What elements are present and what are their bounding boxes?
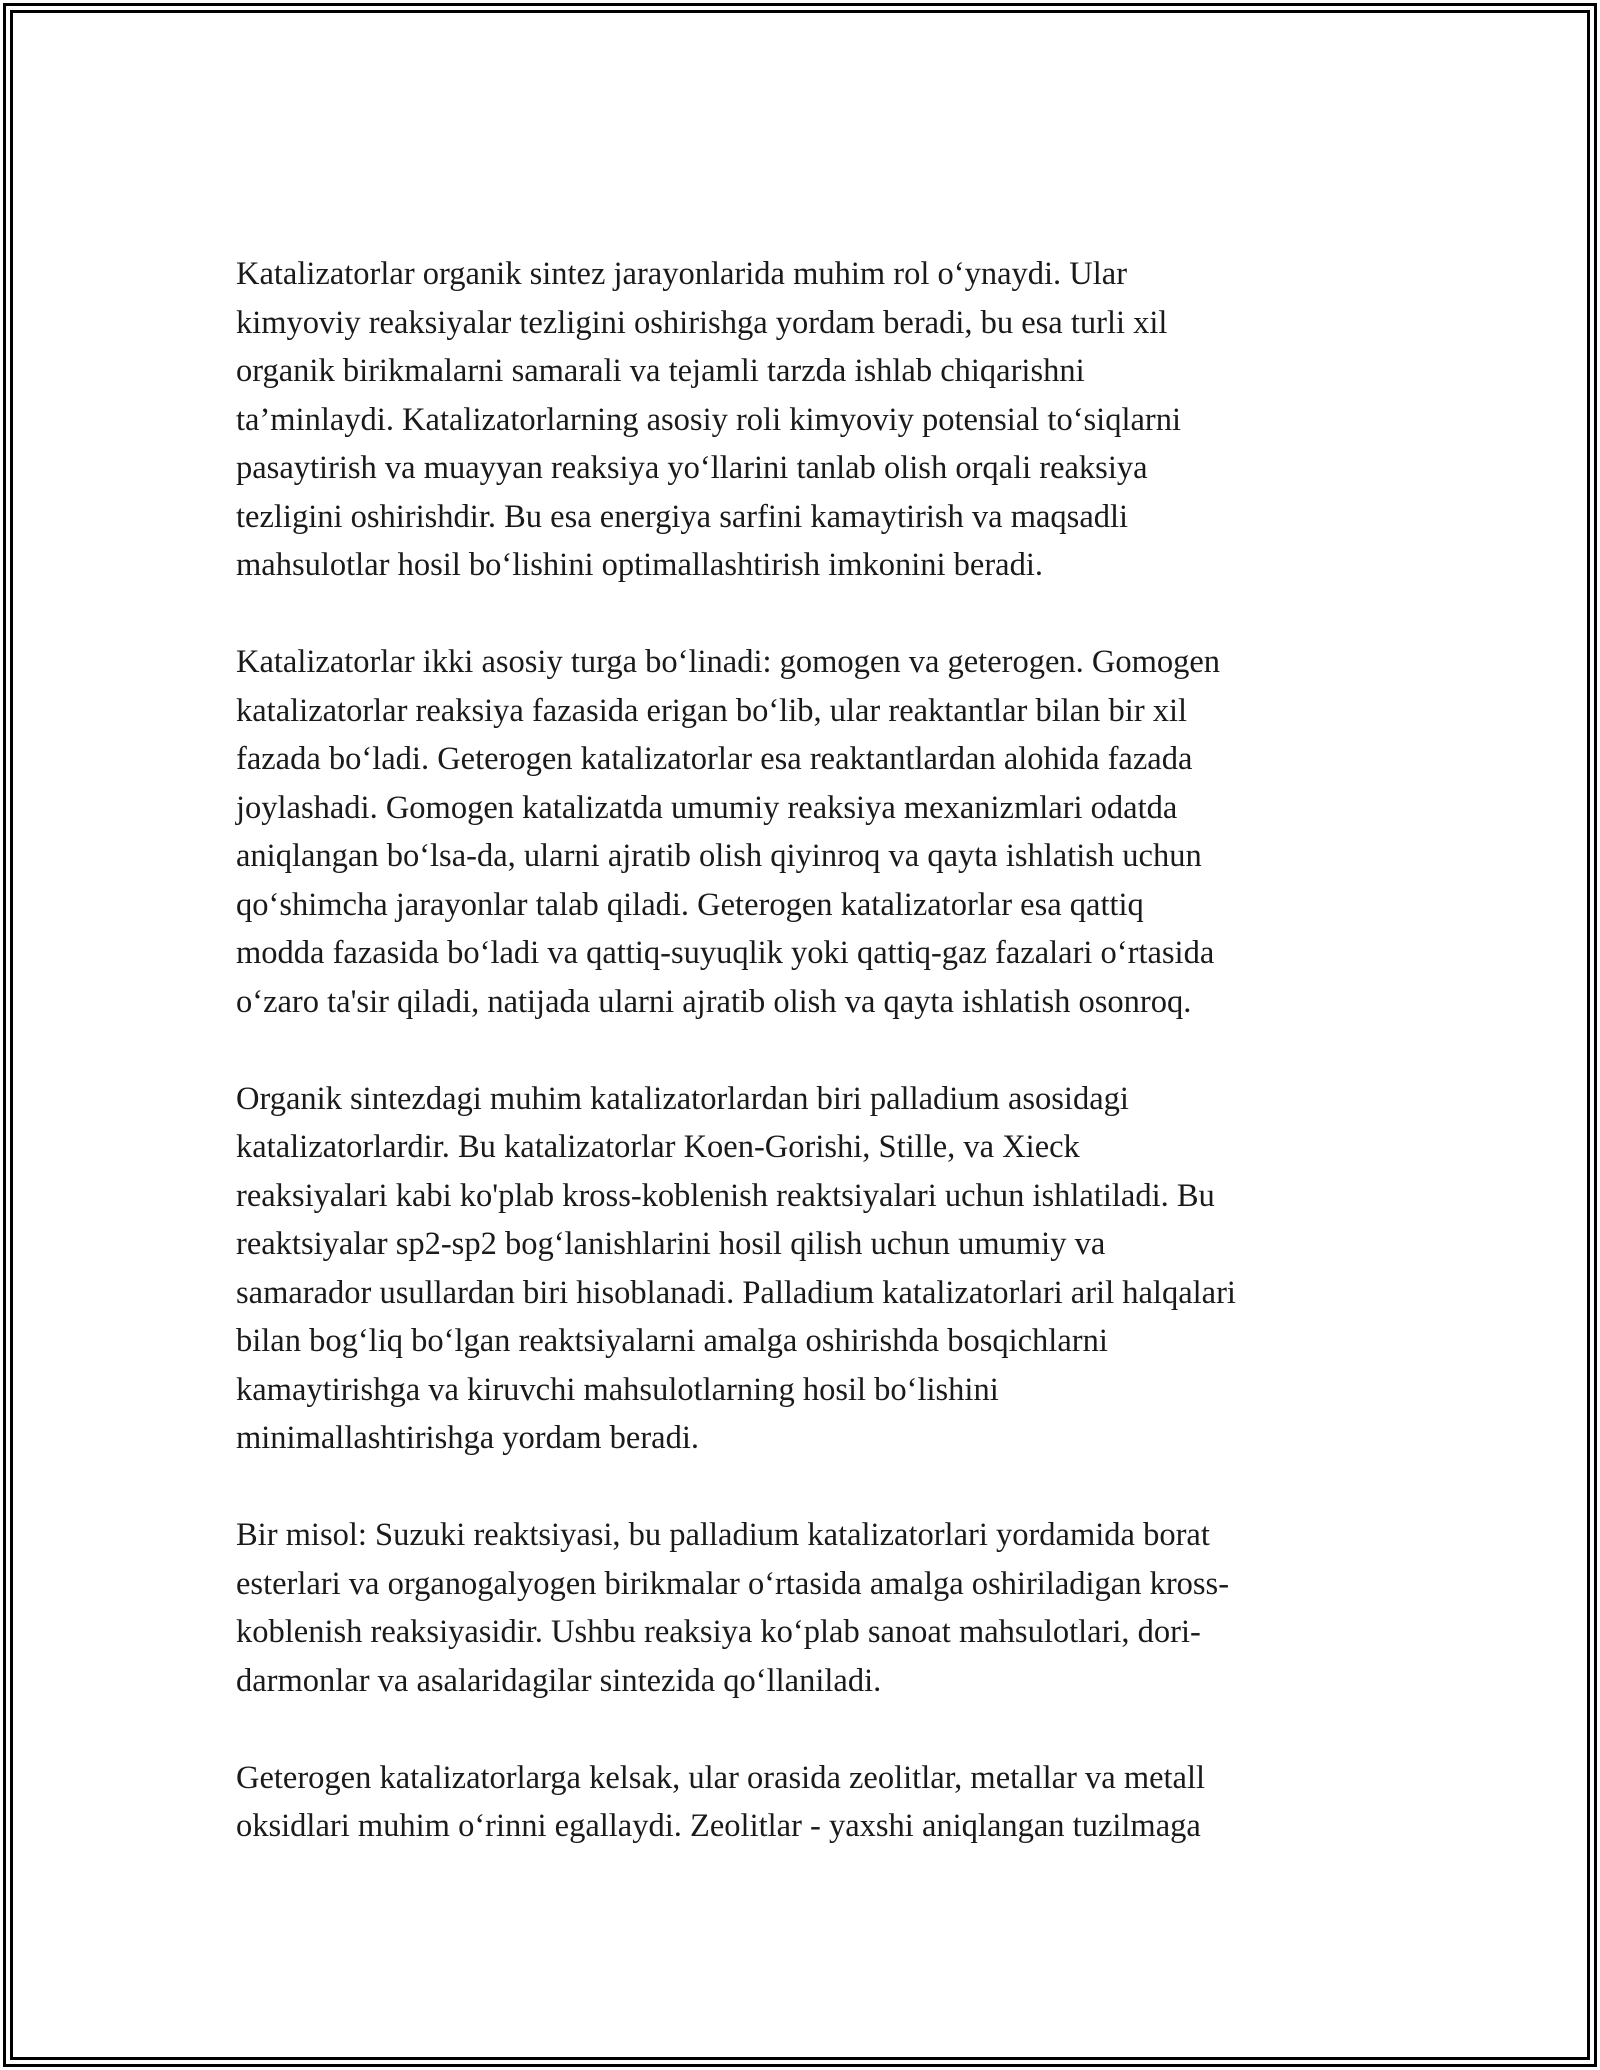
paragraph-suzuki-example: Bir misol: Suzuki reaktsiyasi, bu palladium katalizatorlari yordamida borat esterlari va organogalyogen birikmalar o‘rtasida amalga oshiriladigan kross- koblenish reaksiyasidir. Ushbu reaksiya ko‘plab sanoat mahsulotlari, dori- darmonlar va asalaridagilar sintezida qo‘llaniladi.: [236, 1517, 1230, 1699]
document-body: [236, 250, 1366, 1899]
paragraph-palladium-catalysts: Organik sintezdagi muhim katalizatorlardan biri palladium asosidagi katalizatorlardir. Bu katalizatorlar Koen-Gorishi, Stille, va Xieck reaksiyalari kabi ko'plab kross-koblenish reaktsiyalari uchun ishlatiladi. Bu reaktsiyalar sp2-sp2 bog‘lanishlarini hosil qilish uchun umumiy va samarador usullardan biri hisoblanadi. Palladium katalizatorlari aril halqalari bilan bog‘liq bo‘lgan reaktsiyalarni amalga oshirishda bosqichlarni kamaytirishga va kiruvchi mahsulotlarning hosil bo‘lishini minimallashtirishga yordam beradi.: [236, 1080, 1236, 1456]
paragraph-heterogeneous-catalysts: Geterogen katalizatorlarga kelsak, ular orasida zeolitlar, metallar va metall oksidlari muhim o‘rinni egallaydi. Zeolitlar - yaxshi aniqlangan tuzilmaga: [236, 1759, 1206, 1844]
paragraph-catalyst-types: Katalizatorlar ikki asosiy turga bo‘linadi: gomogen va geterogen. Gomogen katalizatorlar reaksiya fazasida erigan bo‘lib, ular reaktantlar bilan bir xil fazada bo‘ladi. Geterogen katalizatorlar esa reaktantlardan alohida fazada joylashadi. Gomogen katalizatda umumiy reaksiya mexanizmlari odatda aniqlangan bo‘lsa-da, ularni ajratib olish qiyinroq va qayta ishlatish uchun qo‘shimcha jarayonlar talab qiladi. Geterogen katalizatorlar esa qattiq modda fazasida bo‘ladi va qattiq-suyuqlik yoki qattiq-gaz fazalari o‘rtasida o‘zaro ta'sir qiladi, natijada ularni ajratib olish va qayta ishlatish osonroq.: [236, 644, 1221, 1020]
paragraph-catalysts-role: Katalizatorlar organik sintez jarayonlarida muhim rol o‘ynaydi. Ular kimyoviy reaksiyalar tezligini oshirishga yordam beradi, bu esa turli xil organik birikmalarni samarali va tejamli tarzda ishlab chiqarishni ta’minlaydi. Katalizatorlarning asosiy roli kimyoviy potensial to‘siqlarni pasaytirish va muayyan reaksiya yo‘llarini tanlab olish orqali reaksiya tezligini oshirishdir. Bu esa energiya sarfini kamaytirish va maqsadli mahsulotlar hosil bo‘lishini optimallashtirish imkonini beradi.: [236, 256, 1182, 583]
